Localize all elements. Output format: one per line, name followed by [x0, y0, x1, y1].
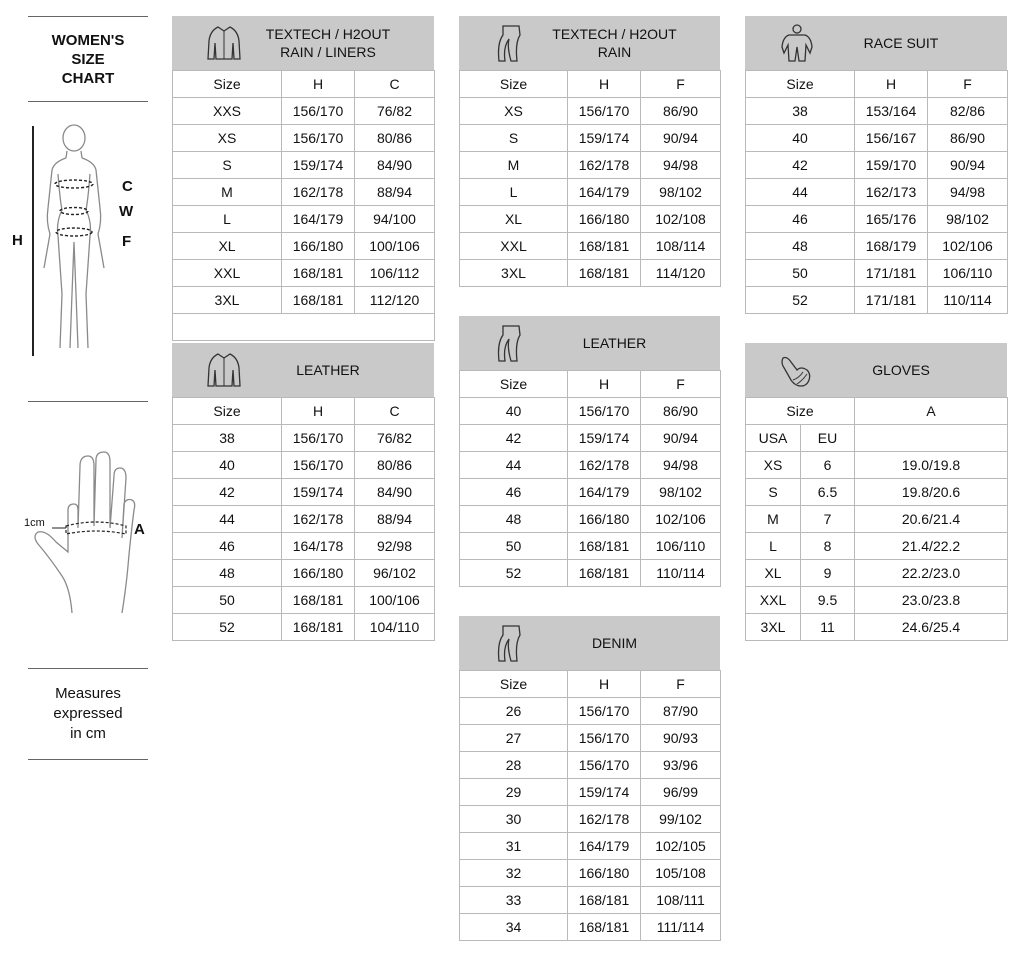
table-row: [173, 533, 435, 560]
table-cell: 98/102: [928, 206, 1008, 233]
table-cell: 102/106: [928, 233, 1008, 260]
textech-liners-table: [172, 70, 435, 341]
table-cell: 32: [460, 860, 568, 887]
header-cell: F: [641, 71, 721, 98]
table-cell: 110/114: [641, 560, 721, 587]
table-row: [746, 398, 1008, 425]
table-cell: L: [460, 179, 568, 206]
table-cell: 44: [460, 452, 568, 479]
table-cell: 105/108: [641, 860, 721, 887]
table-row: [460, 179, 721, 206]
table-row: [746, 587, 1008, 614]
table-row: [460, 752, 721, 779]
table-cell: M: [460, 152, 568, 179]
pants-icon: [493, 323, 529, 363]
race-suit-table: [745, 70, 1008, 314]
table-row: [173, 614, 435, 641]
table-cell: 159/170: [855, 152, 928, 179]
table-row: [173, 152, 435, 179]
table-cell: 108/111: [641, 887, 721, 914]
header-line: LEATHER: [582, 335, 647, 351]
label-1cm: 1cm: [24, 517, 45, 529]
table-cell: 166/180: [568, 860, 641, 887]
table-cell: 42: [173, 479, 282, 506]
table-cell: 168/181: [568, 260, 641, 287]
table-cell: XXL: [460, 233, 568, 260]
table-cell: 156/167: [855, 125, 928, 152]
table-row: [746, 260, 1008, 287]
table-cell: 100/106: [355, 233, 435, 260]
glove-icon: [779, 350, 815, 390]
body-measure-figure: [12, 118, 152, 368]
table-cell: 19.8/20.6: [855, 479, 1008, 506]
table-cell: 166/180: [282, 560, 355, 587]
table-header-row: [460, 371, 721, 398]
table-cell: 26: [460, 698, 568, 725]
table-cell: 38: [173, 425, 282, 452]
table-row: [746, 506, 1008, 533]
table-row: [173, 233, 435, 260]
table-cell: 166/180: [282, 233, 355, 260]
label-f: F: [122, 233, 132, 250]
header-line: TEXTECH / H2OUT: [265, 26, 391, 42]
hand-measure-figure: [22, 448, 152, 618]
header-cell: F: [641, 671, 721, 698]
table-row: [460, 398, 721, 425]
textech-liners-header: [172, 16, 434, 70]
table-row: [173, 425, 435, 452]
table-row: [460, 725, 721, 752]
measures-line: expressed: [53, 705, 123, 722]
table-cell: 156/170: [568, 398, 641, 425]
divider: [28, 401, 148, 402]
label-w: W: [119, 203, 134, 220]
table-row: [460, 98, 721, 125]
table-cell: 6.5: [801, 479, 855, 506]
table-cell: 88/94: [355, 506, 435, 533]
table-row: [173, 479, 435, 506]
table-cell: M: [746, 506, 801, 533]
title-line: SIZE: [71, 50, 105, 68]
table-cell: 162/178: [282, 179, 355, 206]
table-cell: 76/82: [355, 425, 435, 452]
table-cell: 8: [801, 533, 855, 560]
table-cell: 156/170: [282, 125, 355, 152]
table-cell: XL: [746, 560, 801, 587]
table-cell: 42: [460, 425, 568, 452]
header-line: RAIN / LINERS: [280, 44, 376, 60]
table-row: [460, 833, 721, 860]
jacket-icon: [206, 23, 242, 63]
table-cell: 52: [173, 614, 282, 641]
table-cell: 171/181: [855, 260, 928, 287]
table-cell: 98/102: [641, 179, 721, 206]
table-cell: 104/110: [355, 614, 435, 641]
table-cell: 92/98: [355, 533, 435, 560]
measures-note: [28, 668, 148, 760]
denim-header: [459, 616, 720, 670]
table-cell: 156/170: [282, 425, 355, 452]
table-cell: 24.6/25.4: [855, 614, 1008, 641]
table-cell: 110/114: [928, 287, 1008, 314]
jacket-icon: [206, 350, 242, 390]
table-cell: 94/98: [641, 452, 721, 479]
table-cell: 98/102: [641, 479, 721, 506]
leather-jacket-table: [172, 397, 435, 641]
title-line: WOMEN'S: [51, 31, 125, 49]
table-cell: 156/170: [282, 98, 355, 125]
table-row: [173, 452, 435, 479]
table-row: [173, 125, 435, 152]
table-row: [746, 425, 1008, 452]
header-line: LEATHER: [296, 362, 360, 378]
header-cell: F: [928, 71, 1008, 98]
table-cell: 82/86: [928, 98, 1008, 125]
table-row: [460, 479, 721, 506]
table-row: [460, 452, 721, 479]
table-row: [746, 533, 1008, 560]
table-cell: 40: [173, 452, 282, 479]
table-cell: 102/106: [641, 506, 721, 533]
table-cell: 168/181: [568, 887, 641, 914]
header-cell: C: [355, 398, 435, 425]
table-cell: 168/181: [568, 233, 641, 260]
table-cell: 42: [746, 152, 855, 179]
table-row: [460, 506, 721, 533]
table-cell: 168/181: [568, 533, 641, 560]
table-cell: 168/179: [855, 233, 928, 260]
table-row: [173, 587, 435, 614]
size-chart-title: [28, 16, 148, 102]
table-cell: XS: [460, 98, 568, 125]
table-row: [460, 806, 721, 833]
measures-line: in cm: [70, 725, 106, 742]
table-row: [746, 287, 1008, 314]
table-cell: 87/90: [641, 698, 721, 725]
header-line: RAIN: [597, 44, 632, 60]
table-cell: XXS: [173, 98, 282, 125]
table-cell: 44: [746, 179, 855, 206]
pants-icon: [493, 623, 529, 663]
table-cell: 162/178: [568, 152, 641, 179]
table-cell: 48: [460, 506, 568, 533]
table-cell: 52: [746, 287, 855, 314]
header-cell: Size: [746, 398, 855, 425]
table-cell: 94/98: [641, 152, 721, 179]
table-row: [460, 698, 721, 725]
table-cell: 159/174: [282, 152, 355, 179]
table-cell: 6: [801, 452, 855, 479]
table-row: [746, 98, 1008, 125]
table-cell: 164/178: [282, 533, 355, 560]
table-row: [746, 206, 1008, 233]
table-cell: 40: [746, 125, 855, 152]
table-row: [746, 452, 1008, 479]
table-cell: XXL: [746, 587, 801, 614]
table-cell: 93/96: [641, 752, 721, 779]
table-cell: 106/110: [641, 533, 721, 560]
table-row: [460, 425, 721, 452]
table-cell: XL: [173, 233, 282, 260]
header-cell: Size: [460, 671, 568, 698]
table-cell: 111/114: [641, 914, 721, 941]
table-cell: 96/102: [355, 560, 435, 587]
table-cell: 27: [460, 725, 568, 752]
table-cell: 30: [460, 806, 568, 833]
table-row: [746, 152, 1008, 179]
table-cell: 38: [746, 98, 855, 125]
table-cell: 114/120: [641, 260, 721, 287]
table-cell: XL: [460, 206, 568, 233]
table-cell: 86/90: [641, 98, 721, 125]
table-row: [746, 233, 1008, 260]
table-cell: 168/181: [282, 287, 355, 314]
textech-rain-header: [459, 16, 720, 70]
table-row: [460, 233, 721, 260]
table-row: [460, 560, 721, 587]
label-a: A: [134, 521, 145, 538]
gloves-table: [745, 397, 1008, 641]
table-cell: 153/164: [855, 98, 928, 125]
header-cell: Size: [173, 71, 282, 98]
table-cell: L: [173, 206, 282, 233]
header-cell: Size: [173, 398, 282, 425]
header-cell: H: [282, 71, 355, 98]
table-cell: 106/110: [928, 260, 1008, 287]
table-cell: 90/94: [928, 152, 1008, 179]
table-cell: 40: [460, 398, 568, 425]
table-cell: S: [746, 479, 801, 506]
table-row: [746, 479, 1008, 506]
table-cell: 23.0/23.8: [855, 587, 1008, 614]
header-cell: EU: [801, 425, 855, 452]
header-cell: Size: [746, 71, 855, 98]
table-cell: 156/170: [568, 752, 641, 779]
table-cell: 112/120: [355, 287, 435, 314]
header-line: RACE SUIT: [863, 35, 939, 51]
table-cell: 168/181: [568, 914, 641, 941]
empty-cell: [855, 425, 1008, 452]
table-cell: 80/86: [355, 452, 435, 479]
table-cell: 168/181: [282, 587, 355, 614]
table-cell: 3XL: [173, 287, 282, 314]
table-header-row: [746, 71, 1008, 98]
table-cell: 159/174: [282, 479, 355, 506]
table-row: [173, 98, 435, 125]
header-cell: USA: [746, 425, 801, 452]
table-cell: 3XL: [746, 614, 801, 641]
table-cell: 9.5: [801, 587, 855, 614]
table-cell: 22.2/23.0: [855, 560, 1008, 587]
table-cell: 162/178: [568, 806, 641, 833]
table-cell: 156/170: [568, 698, 641, 725]
table-header-row: [460, 71, 721, 98]
table-cell: 88/94: [355, 179, 435, 206]
table-cell: 164/179: [282, 206, 355, 233]
header-line: GLOVES: [872, 362, 930, 378]
table-cell: 86/90: [641, 398, 721, 425]
table-cell: 162/173: [855, 179, 928, 206]
table-row: [460, 779, 721, 806]
table-cell: 31: [460, 833, 568, 860]
table-cell: XS: [746, 452, 801, 479]
table-cell: 168/181: [282, 614, 355, 641]
table-cell: 84/90: [355, 152, 435, 179]
table-cell: 50: [460, 533, 568, 560]
table-cell: 84/90: [355, 479, 435, 506]
table-cell: 159/174: [568, 125, 641, 152]
header-cell: H: [855, 71, 928, 98]
table-row: [460, 887, 721, 914]
table-cell: 156/170: [568, 725, 641, 752]
table-cell: 168/181: [282, 260, 355, 287]
table-cell: 168/181: [568, 560, 641, 587]
table-cell: 44: [173, 506, 282, 533]
table-cell: 46: [746, 206, 855, 233]
label-h: H: [12, 232, 23, 249]
leather-pants-table: [459, 370, 721, 587]
table-cell: 90/94: [641, 425, 721, 452]
table-cell: 11: [801, 614, 855, 641]
header-cell: Size: [460, 71, 568, 98]
table-cell: 164/179: [568, 833, 641, 860]
leather-jacket-header: [172, 343, 434, 397]
table-cell: S: [460, 125, 568, 152]
table-cell: 171/181: [855, 287, 928, 314]
table-row: [173, 206, 435, 233]
denim-table: [459, 670, 721, 941]
title-line: CHART: [61, 69, 115, 87]
table-cell: 3XL: [460, 260, 568, 287]
header-cell: F: [641, 371, 721, 398]
measures-line: Measures: [55, 685, 121, 702]
table-cell: L: [746, 533, 801, 560]
table-cell: 100/106: [355, 587, 435, 614]
table-cell: 34: [460, 914, 568, 941]
table-cell: 19.0/19.8: [855, 452, 1008, 479]
table-row: [460, 206, 721, 233]
table-row: [460, 860, 721, 887]
table-row: [460, 260, 721, 287]
table-header-row: [460, 671, 721, 698]
race-suit-icon: [779, 23, 815, 63]
header-line: DENIM: [591, 635, 638, 651]
table-cell: 90/94: [641, 125, 721, 152]
header-line: TEXTECH / H2OUT: [552, 26, 677, 42]
table-row: [746, 125, 1008, 152]
table-cell: 156/170: [568, 98, 641, 125]
table-cell: 52: [460, 560, 568, 587]
table-cell: 108/114: [641, 233, 721, 260]
table-cell: 159/174: [568, 425, 641, 452]
table-row: [460, 125, 721, 152]
table-cell: 94/100: [355, 206, 435, 233]
textech-rain-table: [459, 70, 721, 287]
table-cell: 165/176: [855, 206, 928, 233]
table-row: [746, 179, 1008, 206]
table-row: [746, 614, 1008, 641]
table-cell: 9: [801, 560, 855, 587]
gloves-header: [745, 343, 1007, 397]
table-cell: 46: [173, 533, 282, 560]
table-cell: 164/179: [568, 179, 641, 206]
table-cell: 162/178: [568, 452, 641, 479]
header-cell: H: [568, 71, 641, 98]
table-cell: S: [173, 152, 282, 179]
header-cell: H: [282, 398, 355, 425]
table-row: [173, 260, 435, 287]
table-cell: 80/86: [355, 125, 435, 152]
table-cell: 102/108: [641, 206, 721, 233]
blank-row: [173, 314, 435, 341]
empty-cell: [173, 314, 435, 341]
table-cell: 90/93: [641, 725, 721, 752]
header-cell: C: [355, 71, 435, 98]
table-cell: 7: [801, 506, 855, 533]
race-suit-header: [745, 16, 1007, 70]
table-cell: 96/99: [641, 779, 721, 806]
table-cell: XS: [173, 125, 282, 152]
table-cell: 102/105: [641, 833, 721, 860]
leather-pants-header: [459, 316, 720, 370]
header-cell: Size: [460, 371, 568, 398]
table-cell: 86/90: [928, 125, 1008, 152]
label-c: C: [122, 178, 133, 195]
table-cell: M: [173, 179, 282, 206]
table-cell: 29: [460, 779, 568, 806]
table-cell: XXL: [173, 260, 282, 287]
table-cell: 33: [460, 887, 568, 914]
table-row: [173, 287, 435, 314]
pants-icon: [493, 23, 529, 63]
table-cell: 166/180: [568, 506, 641, 533]
table-cell: 20.6/21.4: [855, 506, 1008, 533]
header-cell: A: [855, 398, 1008, 425]
table-cell: 21.4/22.2: [855, 533, 1008, 560]
table-row: [173, 560, 435, 587]
table-row: [460, 533, 721, 560]
table-cell: 99/102: [641, 806, 721, 833]
table-cell: 106/112: [355, 260, 435, 287]
table-cell: 28: [460, 752, 568, 779]
table-cell: 50: [173, 587, 282, 614]
table-header-row: [173, 71, 435, 98]
table-row: [746, 560, 1008, 587]
table-cell: 164/179: [568, 479, 641, 506]
table-cell: 46: [460, 479, 568, 506]
table-cell: 48: [173, 560, 282, 587]
table-cell: 166/180: [568, 206, 641, 233]
table-cell: 162/178: [282, 506, 355, 533]
table-cell: 48: [746, 233, 855, 260]
table-header-row: [173, 398, 435, 425]
header-cell: H: [568, 671, 641, 698]
header-cell: H: [568, 371, 641, 398]
table-cell: 159/174: [568, 779, 641, 806]
table-cell: 50: [746, 260, 855, 287]
table-cell: 94/98: [928, 179, 1008, 206]
table-row: [173, 506, 435, 533]
table-cell: 76/82: [355, 98, 435, 125]
table-row: [460, 914, 721, 941]
table-row: [173, 179, 435, 206]
table-row: [460, 152, 721, 179]
table-cell: 156/170: [282, 452, 355, 479]
